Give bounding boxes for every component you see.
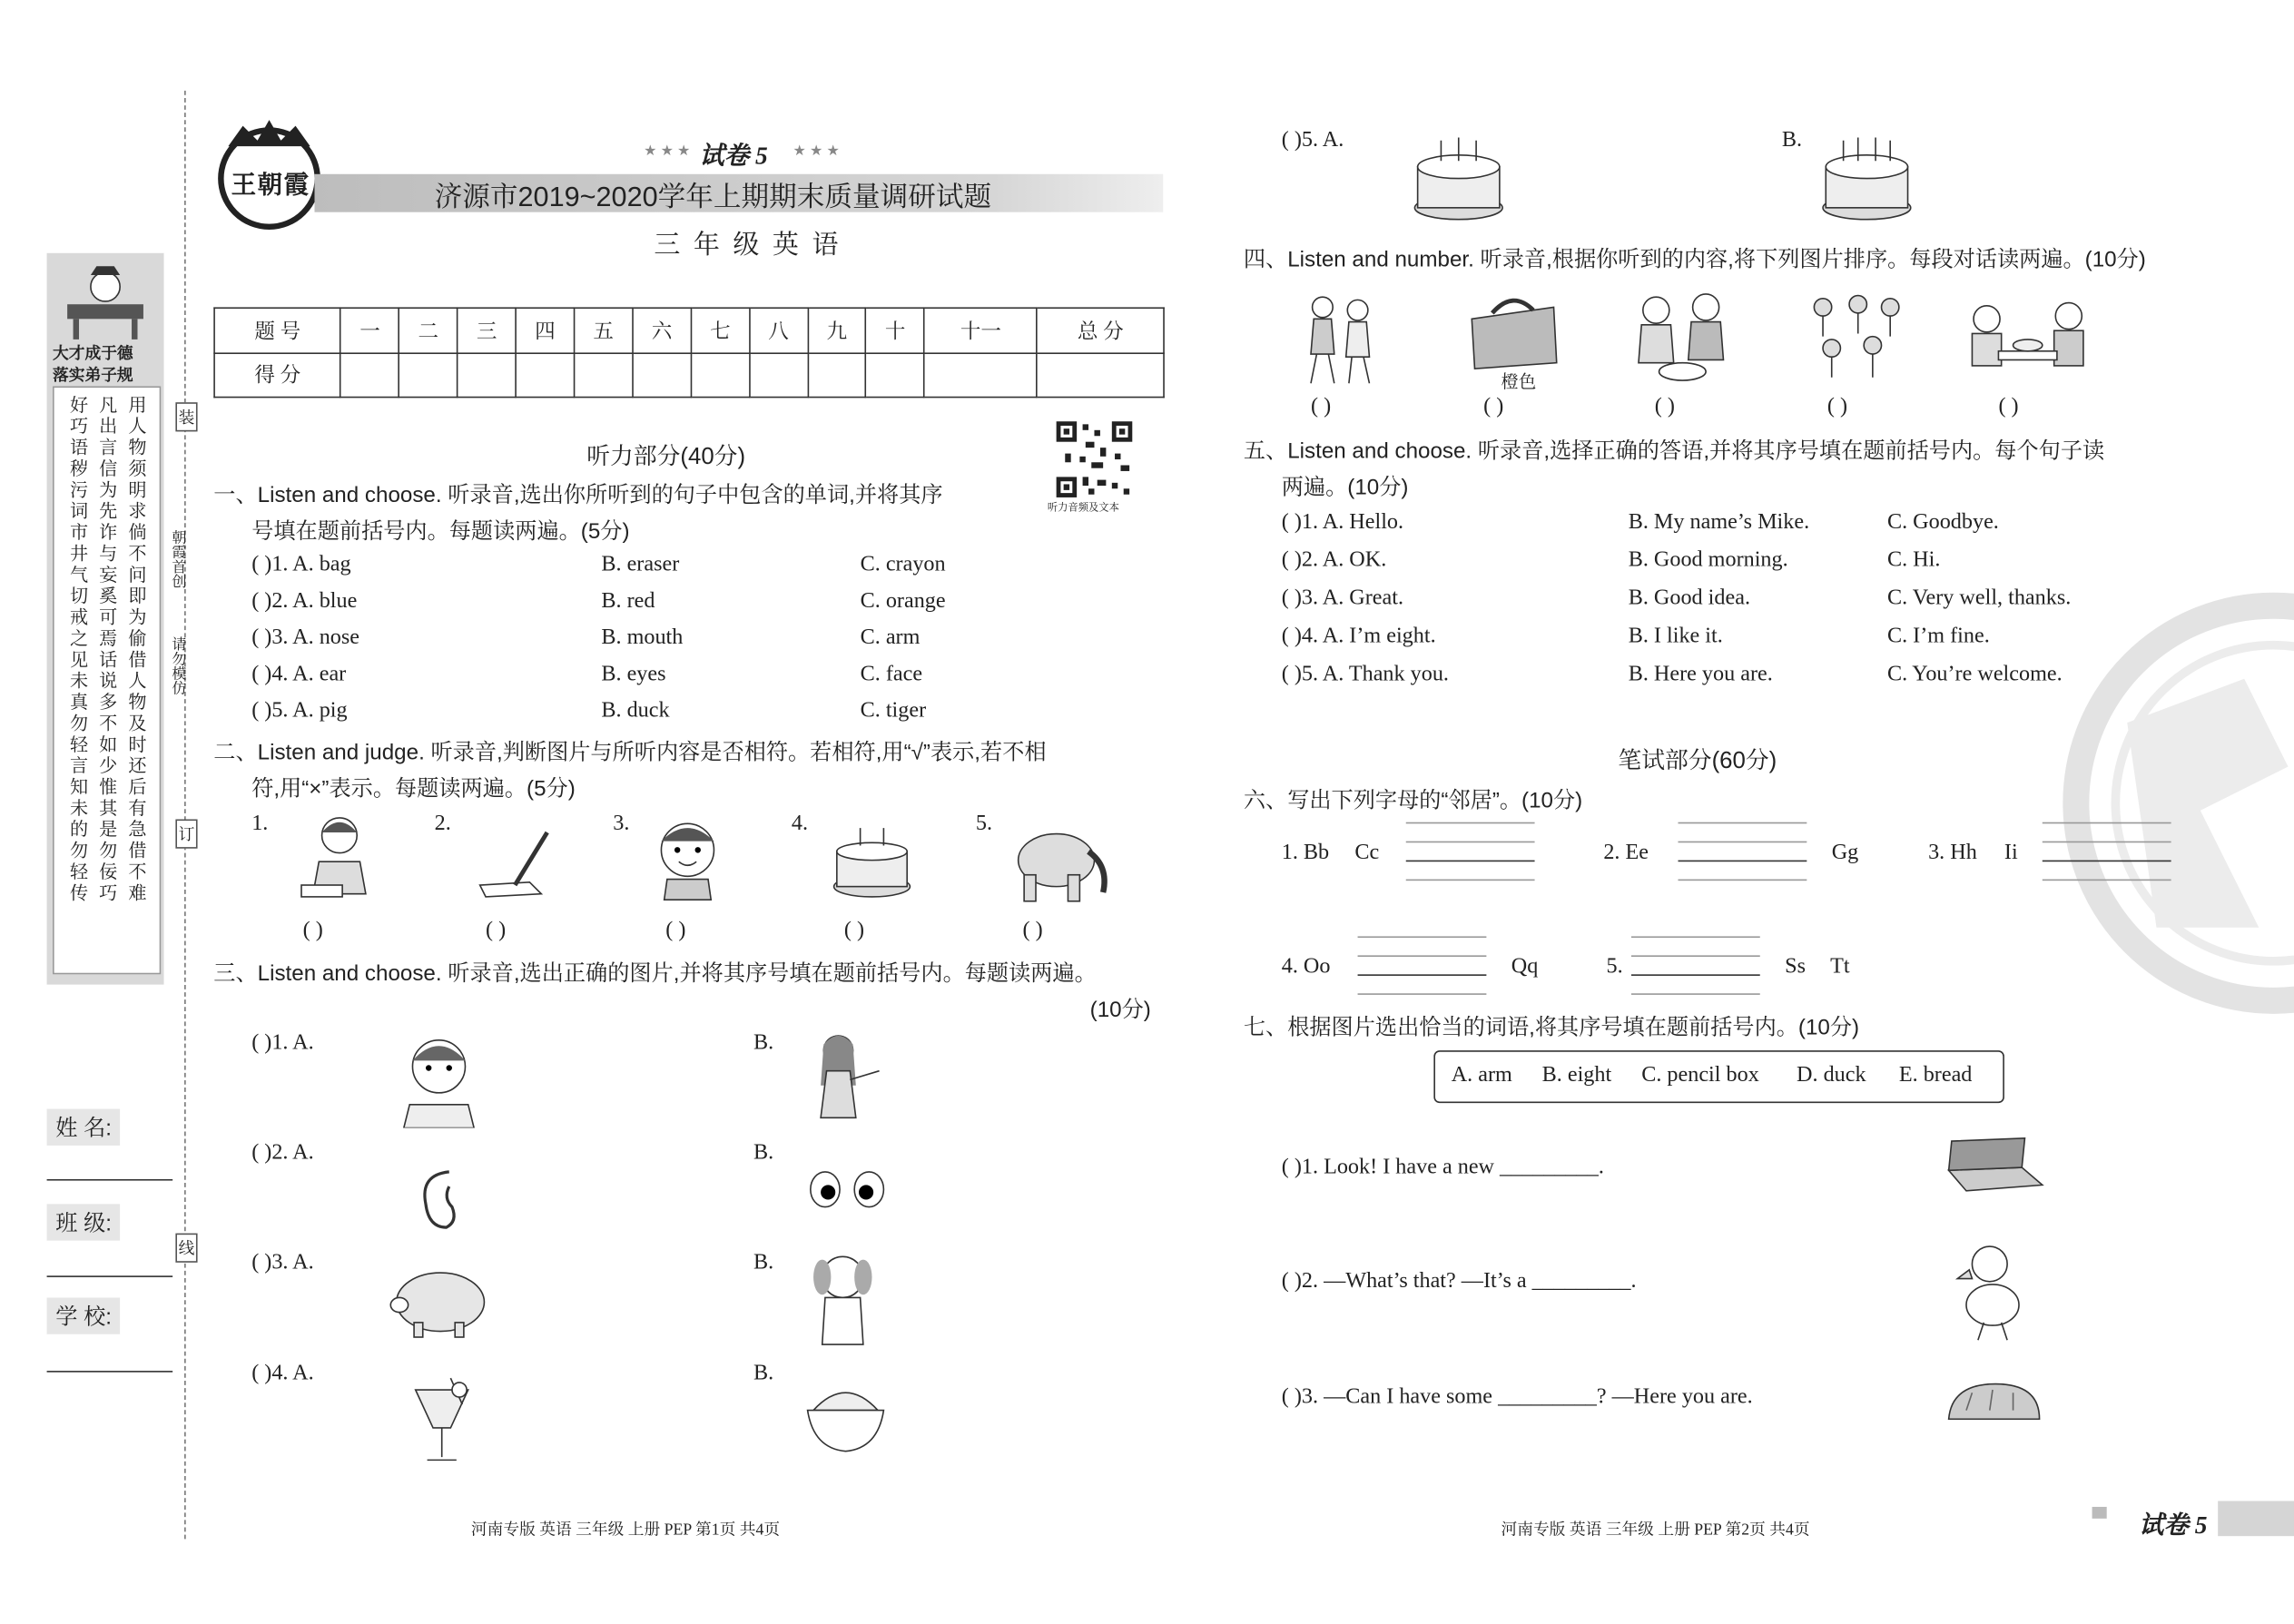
boy-face-image [646,815,728,903]
s6-g2-guide-bottom [1679,880,1807,881]
s3-instruction-1: 三、Listen and choose. 听录音,选出正确的图片,并将其序号填在题前括号内。每题读两遍。 [213,960,1097,987]
score-entry-cell[interactable] [633,352,691,397]
vertical-note-1: 朝霞首创 [168,529,185,588]
score-header-cell: 二 [399,308,458,352]
s6-g1-guide-mid [1406,842,1535,843]
s1-item-4-b: B. eyes [601,663,666,686]
s3-item-4-a[interactable]: ( )4. A. [251,1362,314,1386]
s6-g1-answer-line[interactable] [1406,861,1535,862]
s1-item-5-b: B. duck [601,699,670,723]
s1-item-1-n[interactable]: ( )1. A. bag [251,553,351,576]
cake-image-s2 [828,822,916,901]
score-header-cell: 题 号 [214,308,340,352]
s2-paren-1[interactable]: ( ) [302,919,323,942]
s4-paren-1[interactable]: ( ) [1310,395,1332,418]
score-header-cell: 十一 [924,308,1037,352]
s2-num-4: 4. [791,812,809,836]
s3-item-1-b: B. [753,1031,774,1055]
s2-num-1: 1. [251,812,269,836]
school-line[interactable] [47,1371,173,1373]
s3-points: (10分) [1089,998,1151,1023]
school-label: 学 校: [47,1297,121,1334]
name-label: 姓 名: [47,1109,121,1146]
s2-num-3: 3. [613,812,630,836]
footer-tag: 试卷 5 [2139,1511,2208,1540]
s6-g1-guide-bottom [1406,880,1535,881]
footer-tag-decor [2092,1507,2107,1519]
word-bank-option-d: D. duck [1797,1063,1866,1088]
score-header-cell: 一 [340,308,399,352]
score-entry-cell[interactable] [575,352,633,397]
score-entry-cell[interactable] [924,352,1037,397]
dancing-children-image [1802,290,1910,386]
score-header-cell: 四 [516,308,574,352]
star-decor-left: ★ ★ ★ [644,143,691,160]
elephant-image [1004,822,1115,904]
s1-item-5-n[interactable]: ( )5. A. pig [251,699,348,723]
s1-item-1-b: B. eraser [601,553,680,576]
s7-instruction: 七、根据图片选出恰当的词语,将其序号填在题前括号内。(10分) [1243,1015,1860,1040]
kids-at-table-image [1966,296,2092,384]
s1-item-2-n[interactable]: ( )2. A. blue [251,589,358,614]
s3-item-1-a[interactable]: ( )1. A. [251,1031,314,1055]
s6-g4-guide-top [1358,936,1487,938]
s1-item-5-c: C. tiger [860,699,927,723]
s6-g1-a: 1. Bb [1281,841,1330,865]
seal-label-2: 订 [175,819,197,848]
party-kids-image [1629,290,1732,386]
score-entry-cell[interactable] [749,352,807,397]
sidebar-banner-top: 大才成于德 [53,345,133,363]
s3-item-4-b: B. [753,1362,774,1386]
footer-right: 河南专版 英语 三年级 上册 PEP 第2页 共4页 [1501,1521,1810,1540]
s4-paren-5[interactable]: ( ) [1998,395,2019,418]
score-entry-cell[interactable] [1038,352,1164,397]
juice-image [407,1375,477,1469]
s5-item-3-c: C. Very well, thanks. [1886,586,2072,611]
s5-item-5-c: C. You’re welcome. [1886,663,2063,686]
score-header-cell: 六 [633,308,691,352]
score-row-label: 得 分 [214,352,340,397]
s2-paren-2[interactable]: ( ) [486,919,507,942]
s7-item-2[interactable]: ( )2. —What’s that? —It’s a _________. [1281,1269,1637,1294]
class-label: 班 级: [47,1204,121,1240]
s5-item-2-c: C. Hi. [1886,548,1941,573]
s3-item-2-a[interactable]: ( )2. A. [251,1141,314,1165]
s7-item-3[interactable]: ( )3. —Can I have some _________? —Here you are. [1281,1385,1753,1409]
s5-item-5-n[interactable]: ( )5. A. Thank you. [1281,663,1449,686]
hand-writing-image [471,827,553,903]
s1-item-1-c: C. crayon [860,553,946,576]
score-entry-cell[interactable] [458,352,516,397]
s6-g4-a: 4. Oo [1281,955,1331,979]
s3-item-3-b: B. [753,1250,774,1275]
birthday-cake-b-image [1820,134,1914,222]
s3-item-5-b: B. [1781,128,1803,153]
s6-g2-a: 2. Ee [1603,841,1649,865]
boy-touching-face-image [395,1031,483,1127]
name-line[interactable] [47,1179,173,1181]
footer-left: 河南专版 英语 三年级 上册 PEP 第1页 共4页 [470,1521,781,1540]
s6-g4-answer-line[interactable] [1358,974,1487,976]
birthday-cake-a-image [1412,134,1505,222]
bread-image [1945,1378,2042,1431]
word-bank-option-c: C. pencil box [1641,1063,1759,1088]
scholar-figure-icon [55,261,155,342]
star-decor-right: ★ ★ ★ [793,143,840,160]
series-label: 试卷 5 [699,142,768,170]
pig-image [385,1261,490,1340]
s1-item-3-b: B. mouth [601,625,684,650]
s1-item-3-c: C. arm [860,625,921,650]
s6-g5-guide-bottom [1631,993,1760,995]
binding-line [184,91,186,1539]
s6-g2-answer-line[interactable] [1679,861,1807,862]
s2-num-5: 5. [975,812,993,836]
s5-item-4-b: B. I like it. [1628,625,1723,648]
qr-code[interactable] [1057,421,1133,497]
s2-paren-3[interactable]: ( ) [665,919,686,942]
word-bank-option-b: B. eight [1541,1063,1612,1088]
listening-title: 听力部分(40分) [586,444,746,470]
s5-item-2-b: B. Good morning. [1628,548,1788,573]
brand-name: 王朝霞 [231,171,310,200]
girl-touching-image [797,1027,893,1132]
score-entry-cell[interactable] [866,352,924,397]
poem-column-2: 凡出言信为先诈与妄奚可焉话说多不如少惟其是勿佞巧 [96,395,117,904]
s6-g5-guide-top [1631,936,1760,938]
s1-instruction-1: 一、Listen and choose. 听录音,选出你所听到的句子中包含的单词,并将其序 [213,482,943,508]
s1-item-4-c: C. face [860,663,923,686]
s1-item-2-c: C. orange [860,589,946,614]
s5-item-3-b: B. Good idea. [1628,586,1751,611]
s3-item-5-a[interactable]: ( )5. A. [1281,128,1344,153]
s4-paren-2[interactable]: ( ) [1483,395,1504,418]
s6-g4-guide-mid [1358,955,1487,957]
seal-label-1: 装 [175,402,197,431]
qr-caption: 听力音频及文本 [1047,501,1119,514]
s6-g3-guide-top [2043,822,2171,824]
s5-item-3-n[interactable]: ( )3. A. Great. [1281,586,1404,611]
s6-g5-a: 5. [1606,955,1623,979]
duck-image [1954,1237,2031,1343]
seal-label-3: 线 [175,1234,197,1263]
s6-g1-guide-top [1406,822,1535,824]
exam-title: 济源市2019~2020学年上期期末质量调研试题 [434,182,992,214]
poem-column-3: 好巧语秽污词市井气切戒之见未真勿轻言知未的勿轻传 [67,395,88,904]
s2-instruction-1: 二、Listen and judge. 听录音,判断图片与所听内容是否相符。若相符,用“√”表示,若不相 [213,740,1047,765]
poem-column-1: 用人物须明求倘不问即为偷借人物及时还后有急借不难 [125,395,147,904]
s2-paren-4[interactable]: ( ) [843,919,865,942]
s2-num-2: 2. [434,812,451,836]
s1-item-4-n[interactable]: ( )4. A. ear [251,663,347,686]
score-header-cell: 九 [808,308,866,352]
score-entry-cell[interactable] [399,352,458,397]
s6-instruction: 六、写出下列字母的“邻居”。(10分) [1243,788,1583,814]
s5-instruction-1: 五、Listen and choose. 听录音,选择正确的答语,并将其序号填在题前括号内。每个句子读 [1243,438,2105,464]
s6-g3-b: Ii [2004,841,2018,865]
two-kids-walking-image [1299,292,1381,386]
score-entry-cell[interactable] [808,352,866,397]
score-entry-cell[interactable] [340,352,399,397]
s1-instruction-2: 号填在题前括号内。每题读两遍。(5分) [251,519,630,545]
ear-image [417,1163,460,1236]
class-line[interactable] [47,1275,173,1277]
s6-g4-b: Qq [1511,955,1539,979]
score-header-cell: 十 [866,308,924,352]
score-header-cell: 三 [458,308,516,352]
s1-item-2-b: B. red [601,589,655,614]
confidential-stamp-watermark [2040,591,2294,1015]
s3-item-2-b: B. [753,1141,774,1165]
s5-item-1-n[interactable]: ( )1. A. Hello. [1281,510,1404,535]
score-header-cell: 五 [575,308,633,352]
pencil-box-image [1945,1136,2045,1200]
s6-g2-b: Gg [1831,841,1859,865]
s5-item-4-n[interactable]: ( )4. A. I’m eight. [1281,625,1436,648]
s6-g5-b: Ss [1785,955,1807,979]
s6-g3-a: 3. Hh [1928,841,1977,865]
s5-item-4-c: C. I’m fine. [1886,625,1990,648]
s4-paren-4[interactable]: ( ) [1826,395,1848,418]
score-header-cell: 总 分 [1038,308,1164,352]
s5-item-1-c: C. Goodbye. [1886,510,1999,535]
score-entry-cell[interactable] [516,352,574,397]
exam-subtitle: 三 年 级 英 语 [654,230,842,260]
s7-item-1[interactable]: ( )1. Look! I have a new _________. [1281,1156,1604,1179]
rice-bowl-image [802,1375,890,1457]
s3-item-3-a[interactable]: ( )3. A. [251,1250,314,1275]
bag-image [1463,290,1563,371]
s2-instruction-2: 符,用“×”表示。每题读两遍。(5分) [251,776,576,802]
eyes-image [804,1163,892,1216]
s6-g2-guide-mid [1679,842,1807,843]
score-entry-cell[interactable] [691,352,749,397]
footer-tag-band [2218,1501,2294,1537]
writing-title: 笔试部分(60分) [1618,749,1777,774]
s6-g4-guide-bottom [1358,993,1487,995]
s6-g3-answer-line[interactable] [2043,861,2171,862]
s6-g5-guide-mid [1631,955,1760,957]
score-table [213,307,1165,398]
dog-image [808,1251,878,1347]
word-bank-option-e: E. bread [1898,1063,1973,1088]
s1-item-3-n[interactable]: ( )3. A. nose [251,625,360,650]
s6-g3-guide-mid [2043,842,2171,843]
s6-g3-guide-bottom [2043,880,2171,881]
s4-instruction: 四、Listen and number. 听录音,根据你听到的内容,将下列图片排序。每段对话读两遍。(10分) [1243,247,2146,272]
boy-reading-image [292,812,383,902]
sidebar-banner-bottom: 落实弟子规 [53,367,133,385]
s5-item-1-b: B. My name’s Mike. [1628,510,1810,535]
s4-paren-3[interactable]: ( ) [1654,395,1675,418]
score-header-cell: 八 [749,308,807,352]
word-bank-option-a: A. arm [1451,1063,1512,1088]
s6-g5-c: Tt [1830,955,1850,979]
s6-g1-b: Cc [1354,841,1380,865]
s5-instruction-2: 两遍。(10分) [1281,475,1409,501]
s6-g5-answer-line[interactable] [1631,974,1760,976]
s6-g2-guide-top [1679,822,1807,824]
vertical-note-2: 请勿模仿 [168,636,185,695]
s2-paren-5[interactable]: ( ) [1022,919,1043,942]
bag-color-label: 橙色 [1501,371,1537,392]
score-header-cell: 七 [691,308,749,352]
s5-item-2-n[interactable]: ( )2. A. OK. [1281,548,1387,573]
s5-item-5-b: B. Here you are. [1628,663,1773,686]
